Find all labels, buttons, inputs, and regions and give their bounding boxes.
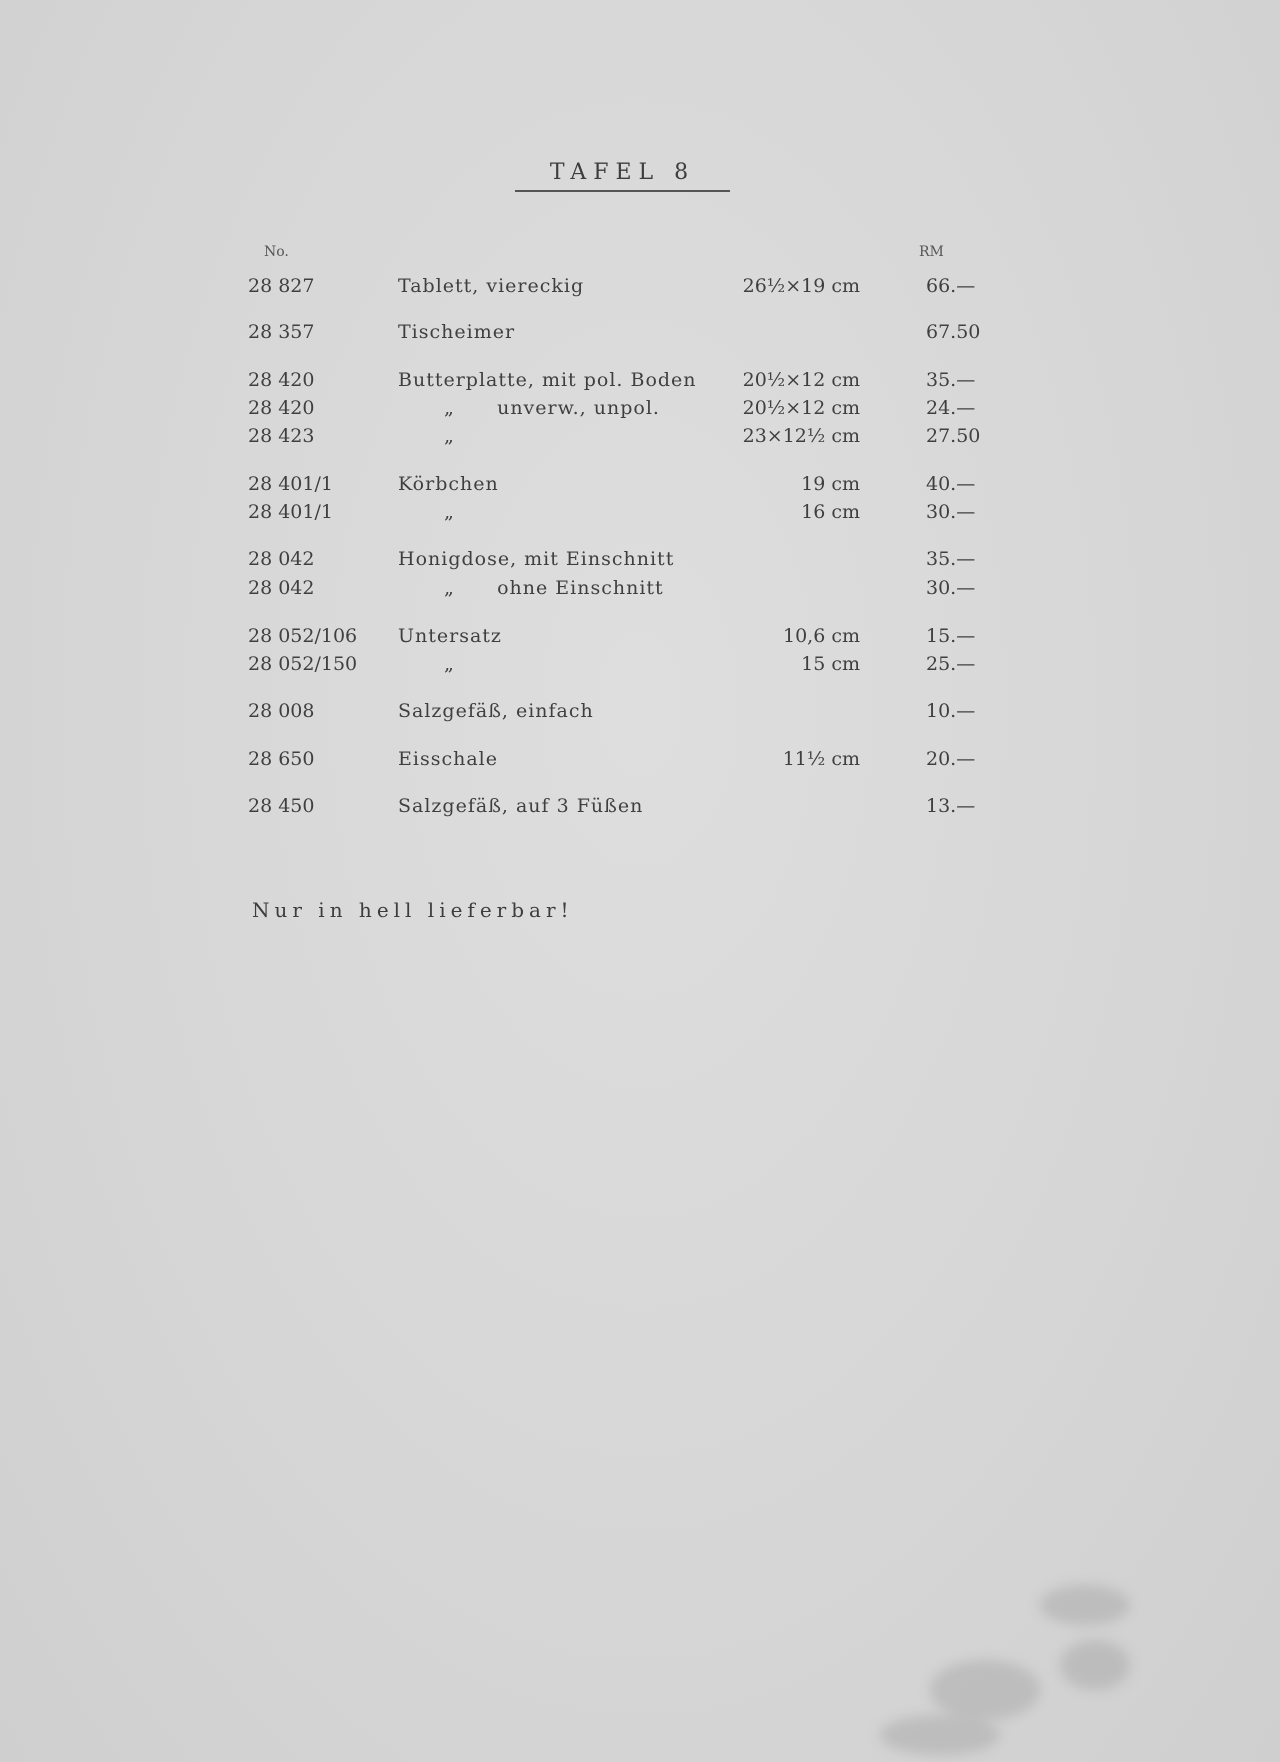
item-price: 24.— — [926, 397, 976, 419]
item-number: 28 052/150 — [248, 653, 358, 675]
column-header-price: RM — [919, 244, 944, 260]
item-description: „ — [444, 425, 455, 447]
item-description: „ — [444, 653, 455, 675]
item-number: 28 450 — [248, 795, 315, 817]
item-price: 13.— — [926, 795, 976, 817]
table-row — [0, 697, 1280, 725]
item-size: 15 cm — [801, 653, 860, 675]
item-description: Honigdose, mit Einschnitt — [398, 548, 675, 570]
item-price: 25.— — [926, 653, 976, 675]
item-description: Tischeimer — [398, 321, 516, 343]
item-size: 23×12½ cm — [742, 425, 860, 447]
table-row — [0, 545, 1280, 573]
table-row — [0, 792, 1280, 820]
table-row — [0, 272, 1280, 300]
item-price: 20.— — [926, 748, 976, 770]
item-number: 28 042 — [248, 548, 315, 570]
page-title: TAFEL 8 — [549, 160, 696, 185]
table-row — [0, 470, 1280, 498]
item-price: 27.50 — [926, 425, 981, 447]
item-description: Tablett, viereckig — [398, 275, 585, 297]
paper-stain — [1060, 1640, 1130, 1690]
item-price: 30.— — [926, 501, 976, 523]
title-underline — [515, 190, 730, 192]
item-description: Eisschale — [398, 748, 498, 770]
item-size: 19 cm — [801, 473, 860, 495]
column-header-number: No. — [264, 244, 289, 260]
item-description: Butterplatte, mit pol. Boden — [398, 369, 697, 391]
item-number: 28 357 — [248, 321, 315, 343]
item-price: 35.— — [926, 548, 976, 570]
item-description: Salzgefäß, auf 3 Füßen — [398, 795, 644, 817]
item-description: „ — [444, 501, 455, 523]
item-number: 28 052/106 — [248, 625, 358, 647]
paper-stain — [880, 1715, 1000, 1755]
table-row — [0, 745, 1280, 773]
item-number: 28 008 — [248, 700, 315, 722]
item-description: Untersatz — [398, 625, 502, 647]
item-number: 28 420 — [248, 397, 315, 419]
table-row — [0, 422, 1280, 450]
item-number: 28 401/1 — [248, 501, 333, 523]
table-row — [0, 574, 1280, 602]
item-description: „ ohne Einschnitt — [444, 577, 664, 599]
item-number: 28 042 — [248, 577, 315, 599]
table-row — [0, 394, 1280, 422]
item-price: 67.50 — [926, 321, 981, 343]
item-size: 20½×12 cm — [742, 397, 860, 419]
table-row — [0, 650, 1280, 678]
item-number: 28 401/1 — [248, 473, 333, 495]
item-number: 28 420 — [248, 369, 315, 391]
item-number: 28 827 — [248, 275, 315, 297]
item-price: 40.— — [926, 473, 976, 495]
item-price: 15.— — [926, 625, 976, 647]
item-price: 30.— — [926, 577, 976, 599]
item-size: 26½×19 cm — [742, 275, 860, 297]
item-price: 66.— — [926, 275, 976, 297]
item-price: 35.— — [926, 369, 976, 391]
table-row — [0, 622, 1280, 650]
availability-note: Nur in hell lieferbar! — [252, 898, 574, 922]
item-price: 10.— — [926, 700, 976, 722]
paper-stain — [930, 1660, 1040, 1720]
item-number: 28 650 — [248, 748, 315, 770]
table-row — [0, 366, 1280, 394]
item-description: Körbchen — [398, 473, 499, 495]
item-number: 28 423 — [248, 425, 315, 447]
item-size: 10,6 cm — [782, 625, 860, 647]
item-description: Salzgefäß, einfach — [398, 700, 594, 722]
paper-stain — [1040, 1585, 1130, 1625]
table-row — [0, 498, 1280, 526]
item-size: 11½ cm — [782, 748, 860, 770]
table-row — [0, 318, 1280, 346]
item-size: 20½×12 cm — [742, 369, 860, 391]
item-size: 16 cm — [801, 501, 860, 523]
item-description: „ unverw., unpol. — [444, 397, 660, 419]
